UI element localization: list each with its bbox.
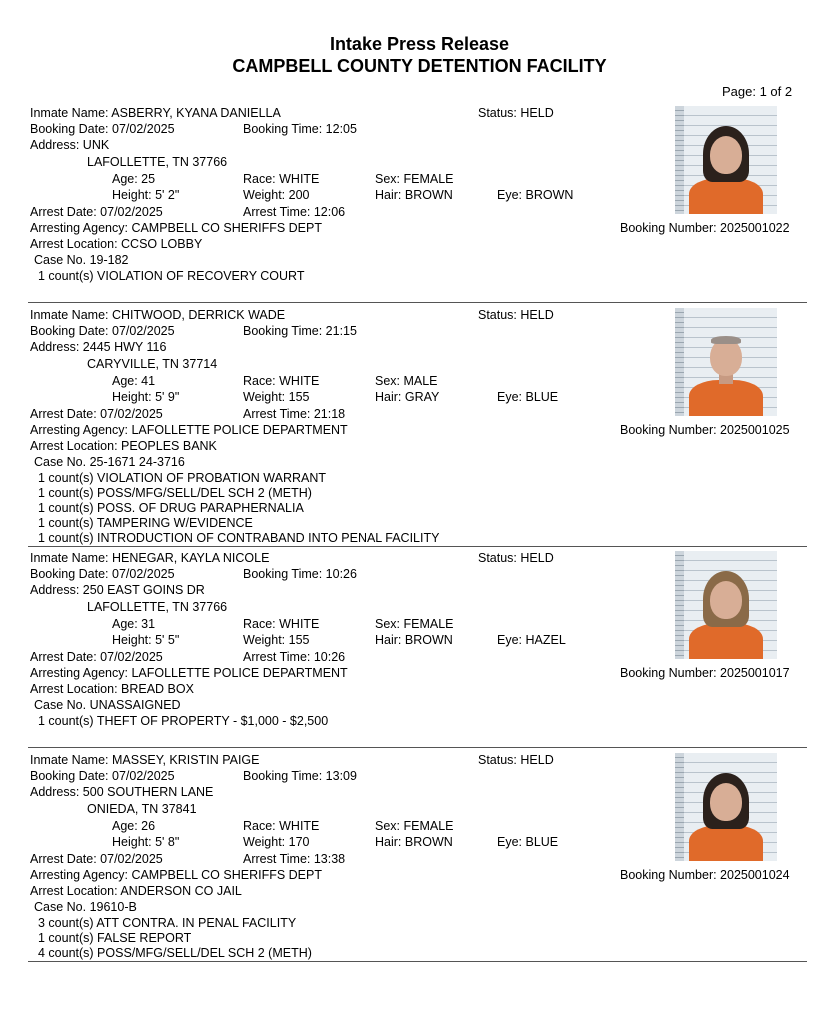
inmate-record <box>0 308 839 546</box>
inmate-name: Inmate Name: ASBERRY, KYANA DANIELLA <box>30 106 281 120</box>
race: Race: WHITE <box>243 819 320 833</box>
weight: Weight: 155 <box>243 390 310 404</box>
address: Address: 2445 HWY 116 <box>30 340 167 354</box>
sex: Sex: FEMALE <box>375 819 454 833</box>
charge-item: 1 count(s) THEFT OF PROPERTY - $1,000 - $2,500 <box>38 714 329 728</box>
address-city: LAFOLLETTE, TN 37766 <box>87 155 228 169</box>
weight: Weight: 155 <box>243 633 310 647</box>
charge-item: 1 count(s) FALSE REPORT <box>38 931 192 945</box>
arresting-agency: Arresting Agency: CAMPBELL CO SHERIFFS DEPT <box>30 868 322 882</box>
eye-color: Eye: BLUE <box>497 390 559 404</box>
arrest-location: Arrest Location: BREAD BOX <box>30 682 194 696</box>
booking-time: Booking Time: 10:26 <box>243 567 357 581</box>
booking-number: Booking Number: 2025001022 <box>620 221 790 235</box>
address-city: ONIEDA, TN 37841 <box>87 802 197 816</box>
sex: Sex: FEMALE <box>375 172 454 186</box>
booking-time: Booking Time: 12:05 <box>243 122 357 136</box>
address: Address: UNK <box>30 138 110 152</box>
hair: Hair: GRAY <box>375 390 440 404</box>
charge-item: 3 count(s) ATT CONTRA. IN PENAL FACILITY <box>38 916 297 930</box>
facility-name: CAMPBELL COUNTY DETENTION FACILITY <box>232 56 607 76</box>
hair: Hair: BROWN <box>375 633 453 647</box>
age: Age: 31 <box>112 617 156 631</box>
case-number: Case No. UNASSAIGNED <box>34 698 181 712</box>
eye-color: Eye: HAZEL <box>497 633 566 647</box>
address: Address: 500 SOUTHERN LANE <box>30 785 214 799</box>
weight: Weight: 200 <box>243 188 310 202</box>
charge-item: 1 count(s) VIOLATION OF RECOVERY COURT <box>38 269 305 283</box>
record-separator <box>28 302 807 303</box>
arrest-time: Arrest Time: 12:06 <box>243 205 346 219</box>
case-number: Case No. 25-1671 24-3716 <box>34 455 185 469</box>
arrest-time: Arrest Time: 21:18 <box>243 407 346 421</box>
age: Age: 26 <box>112 819 156 833</box>
arrest-location: Arrest Location: CCSO LOBBY <box>30 237 203 251</box>
height: Height: 5' 8" <box>112 835 180 849</box>
status: Status: HELD <box>478 551 554 565</box>
arrest-date: Arrest Date: 07/02/2025 <box>30 852 163 866</box>
arrest-location: Arrest Location: ANDERSON CO JAIL <box>30 884 242 898</box>
arrest-time: Arrest Time: 10:26 <box>243 650 346 664</box>
address: Address: 250 EAST GOINS DR <box>30 583 205 597</box>
status: Status: HELD <box>478 308 554 322</box>
height: Height: 5' 2" <box>112 188 180 202</box>
page-title: Intake Press Release <box>329 34 510 54</box>
case-number: Case No. 19610-B <box>34 900 137 914</box>
sex: Sex: FEMALE <box>375 617 454 631</box>
address-city: CARYVILLE, TN 37714 <box>87 357 218 371</box>
charge-item: 1 count(s) TAMPERING W/EVIDENCE <box>38 516 253 530</box>
charge-item: 1 count(s) POSS. OF DRUG PARAPHERNALIA <box>38 501 304 515</box>
arresting-agency: Arresting Agency: LAFOLLETTE POLICE DEPARTMENT <box>30 666 348 680</box>
booking-date: Booking Date: 07/02/2025 <box>30 122 175 136</box>
age: Age: 41 <box>112 374 156 388</box>
charge-item: 4 count(s) POSS/MFG/SELL/DEL SCH 2 (METH) <box>38 946 312 960</box>
inmate-name: Inmate Name: CHITWOOD, DERRICK WADE <box>30 308 286 322</box>
record-separator <box>28 747 807 748</box>
status: Status: HELD <box>478 753 554 767</box>
arrest-date: Arrest Date: 07/02/2025 <box>30 205 163 219</box>
eye-color: Eye: BLUE <box>497 835 559 849</box>
arrest-date: Arrest Date: 07/02/2025 <box>30 650 163 664</box>
booking-time: Booking Time: 13:09 <box>243 769 357 783</box>
case-number: Case No. 19-182 <box>34 253 129 267</box>
inmate-name: Inmate Name: HENEGAR, KAYLA NICOLE <box>30 551 270 565</box>
booking-number: Booking Number: 2025001025 <box>620 423 790 437</box>
record-separator <box>28 961 807 962</box>
booking-date: Booking Date: 07/02/2025 <box>30 324 175 338</box>
height: Height: 5' 5" <box>112 633 180 647</box>
sex: Sex: MALE <box>375 374 438 388</box>
eye-color: Eye: BROWN <box>497 188 574 202</box>
page-number: Page: 1 of 2 <box>722 84 793 99</box>
mugshot-image <box>675 753 777 861</box>
status: Status: HELD <box>478 106 554 120</box>
race: Race: WHITE <box>243 374 320 388</box>
hair: Hair: BROWN <box>375 835 453 849</box>
booking-number: Booking Number: 2025001024 <box>620 868 790 882</box>
booking-time: Booking Time: 21:15 <box>243 324 357 338</box>
mugshot-image <box>675 308 777 416</box>
arrest-location: Arrest Location: PEOPLES BANK <box>30 439 217 453</box>
arresting-agency: Arresting Agency: LAFOLLETTE POLICE DEPARTMENT <box>30 423 348 437</box>
arrest-time: Arrest Time: 13:38 <box>243 852 346 866</box>
height: Height: 5' 9" <box>112 390 180 404</box>
age: Age: 25 <box>112 172 156 186</box>
hair: Hair: BROWN <box>375 188 453 202</box>
booking-number: Booking Number: 2025001017 <box>620 666 790 680</box>
booking-date: Booking Date: 07/02/2025 <box>30 567 175 581</box>
charge-item: 1 count(s) POSS/MFG/SELL/DEL SCH 2 (METH) <box>38 486 312 500</box>
address-city: LAFOLLETTE, TN 37766 <box>87 600 228 614</box>
mugshot-image <box>675 106 777 214</box>
arresting-agency: Arresting Agency: CAMPBELL CO SHERIFFS DEPT <box>30 221 322 235</box>
inmate-record <box>0 753 839 961</box>
arrest-date: Arrest Date: 07/02/2025 <box>30 407 163 421</box>
weight: Weight: 170 <box>243 835 310 849</box>
race: Race: WHITE <box>243 172 320 186</box>
charge-item: 1 count(s) VIOLATION OF PROBATION WARRANT <box>38 471 327 485</box>
inmate-name: Inmate Name: MASSEY, KRISTIN PAIGE <box>30 753 260 767</box>
race: Race: WHITE <box>243 617 320 631</box>
inmate-record <box>0 106 839 302</box>
mugshot-image <box>675 551 777 659</box>
booking-date: Booking Date: 07/02/2025 <box>30 769 175 783</box>
record-separator <box>28 546 807 547</box>
inmate-record <box>0 551 839 747</box>
charge-item: 1 count(s) INTRODUCTION OF CONTRABAND INTO PENAL FACILITY <box>38 531 440 545</box>
